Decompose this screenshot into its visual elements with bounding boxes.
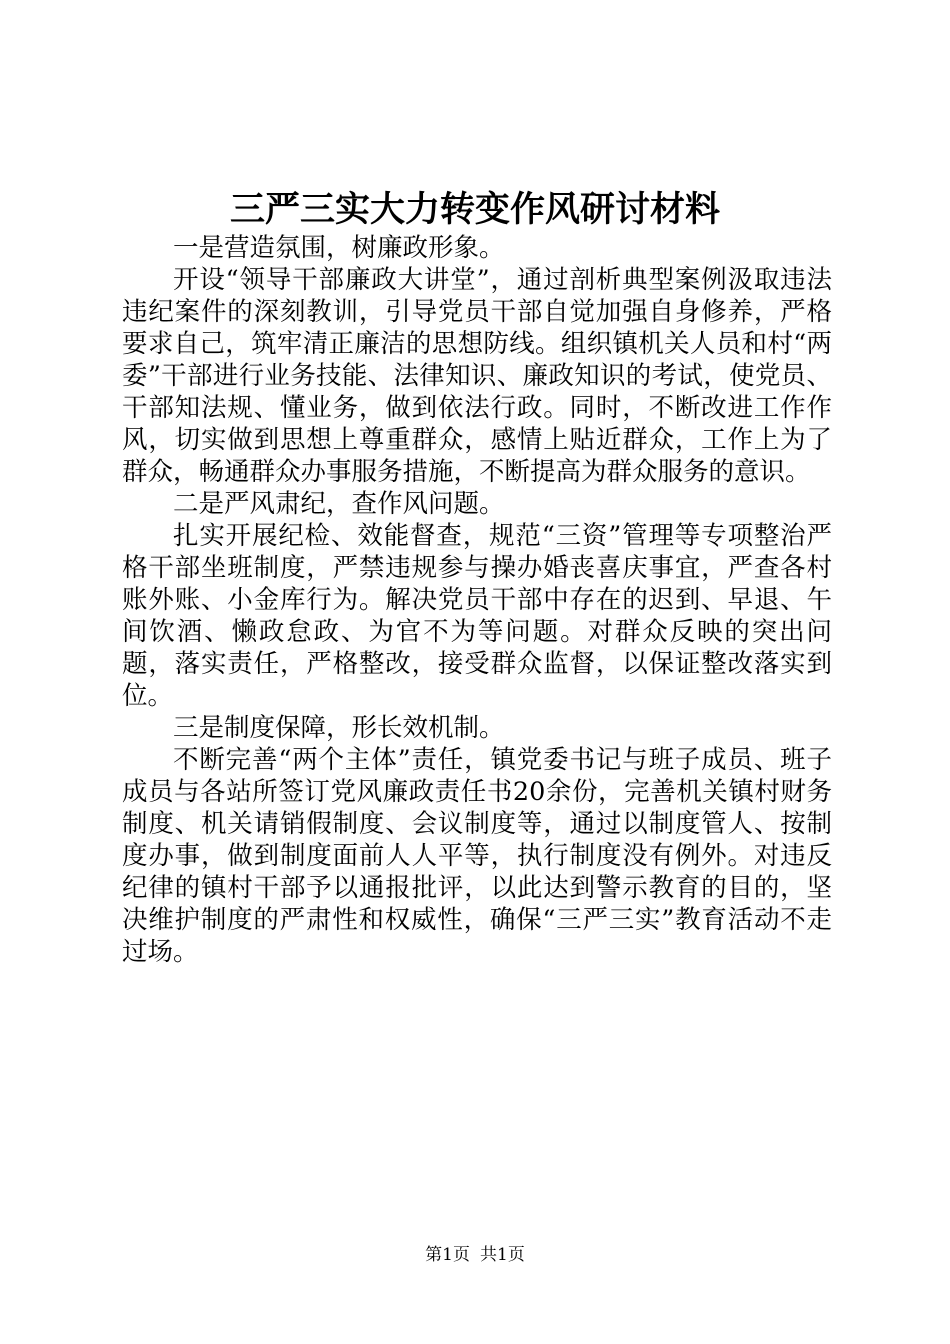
- document-body: [122, 232, 832, 968]
- paragraph-heading-2: 二是严风肃纪，查作风问题。: [173, 489, 505, 519]
- page-footer: [0, 1244, 950, 1266]
- paragraph-body-3: 不断完善“两个主体”责任，镇党委书记与班子成员、班子成员与各站所签订党风廉政责任书20余份，完善机关镇村财务制度、机关请销假制度、会议制度等，通过以制度管人、按制度办事，做到制度面前人人平等，执行制度没有例外。对违反纪律的镇村干部予以通报批评，以此达到警示教育的目的，坚决维护制度的严肃性和权威性，确保“三严三实”教育活动不走过场。: [122, 745, 832, 967]
- paragraph-heading-3: 三是制度保障，形长效机制。: [173, 713, 505, 743]
- paragraph-heading-1: 一是营造氛围，树廉政形象。: [173, 233, 505, 263]
- paragraph-body-1: 开设“领导干部廉政大讲堂”，通过剖析典型案例汲取违法违纪案件的深刻教训，引导党员干部自觉加强自身修养，严格要求自己，筑牢清正廉洁的思想防线。组织镇机关人员和村“两委”干部进行业务技能、法律知识、廉政知识的考试，使党员、干部知法规、懂业务，做到依法行政。同时，不断改进工作作风，切实做到思想上尊重群众，感情上贴近群众，工作上为了群众，畅通群众办事服务措施，不断提高为群众服务的意识。: [122, 265, 832, 487]
- page-number-current: 第1页: [425, 1245, 470, 1265]
- page-number-total: 共1页: [480, 1245, 525, 1265]
- paragraph-body-2: 扎实开展纪检、效能督查，规范“三资”管理等专项整治严格干部坐班制度，严禁违规参与操办婚丧喜庆事宜，严查各村账外账、小金库行为。解决党员干部中存在的迟到、早退、午间饮酒、懒政怠政、为官不为等问题。对群众反映的突出问题，落实责任，严格整改，接受群众监督，以保证整改落实到位。: [122, 521, 832, 711]
- document-title: 三严三实大力转变作风研讨材料: [229, 189, 720, 230]
